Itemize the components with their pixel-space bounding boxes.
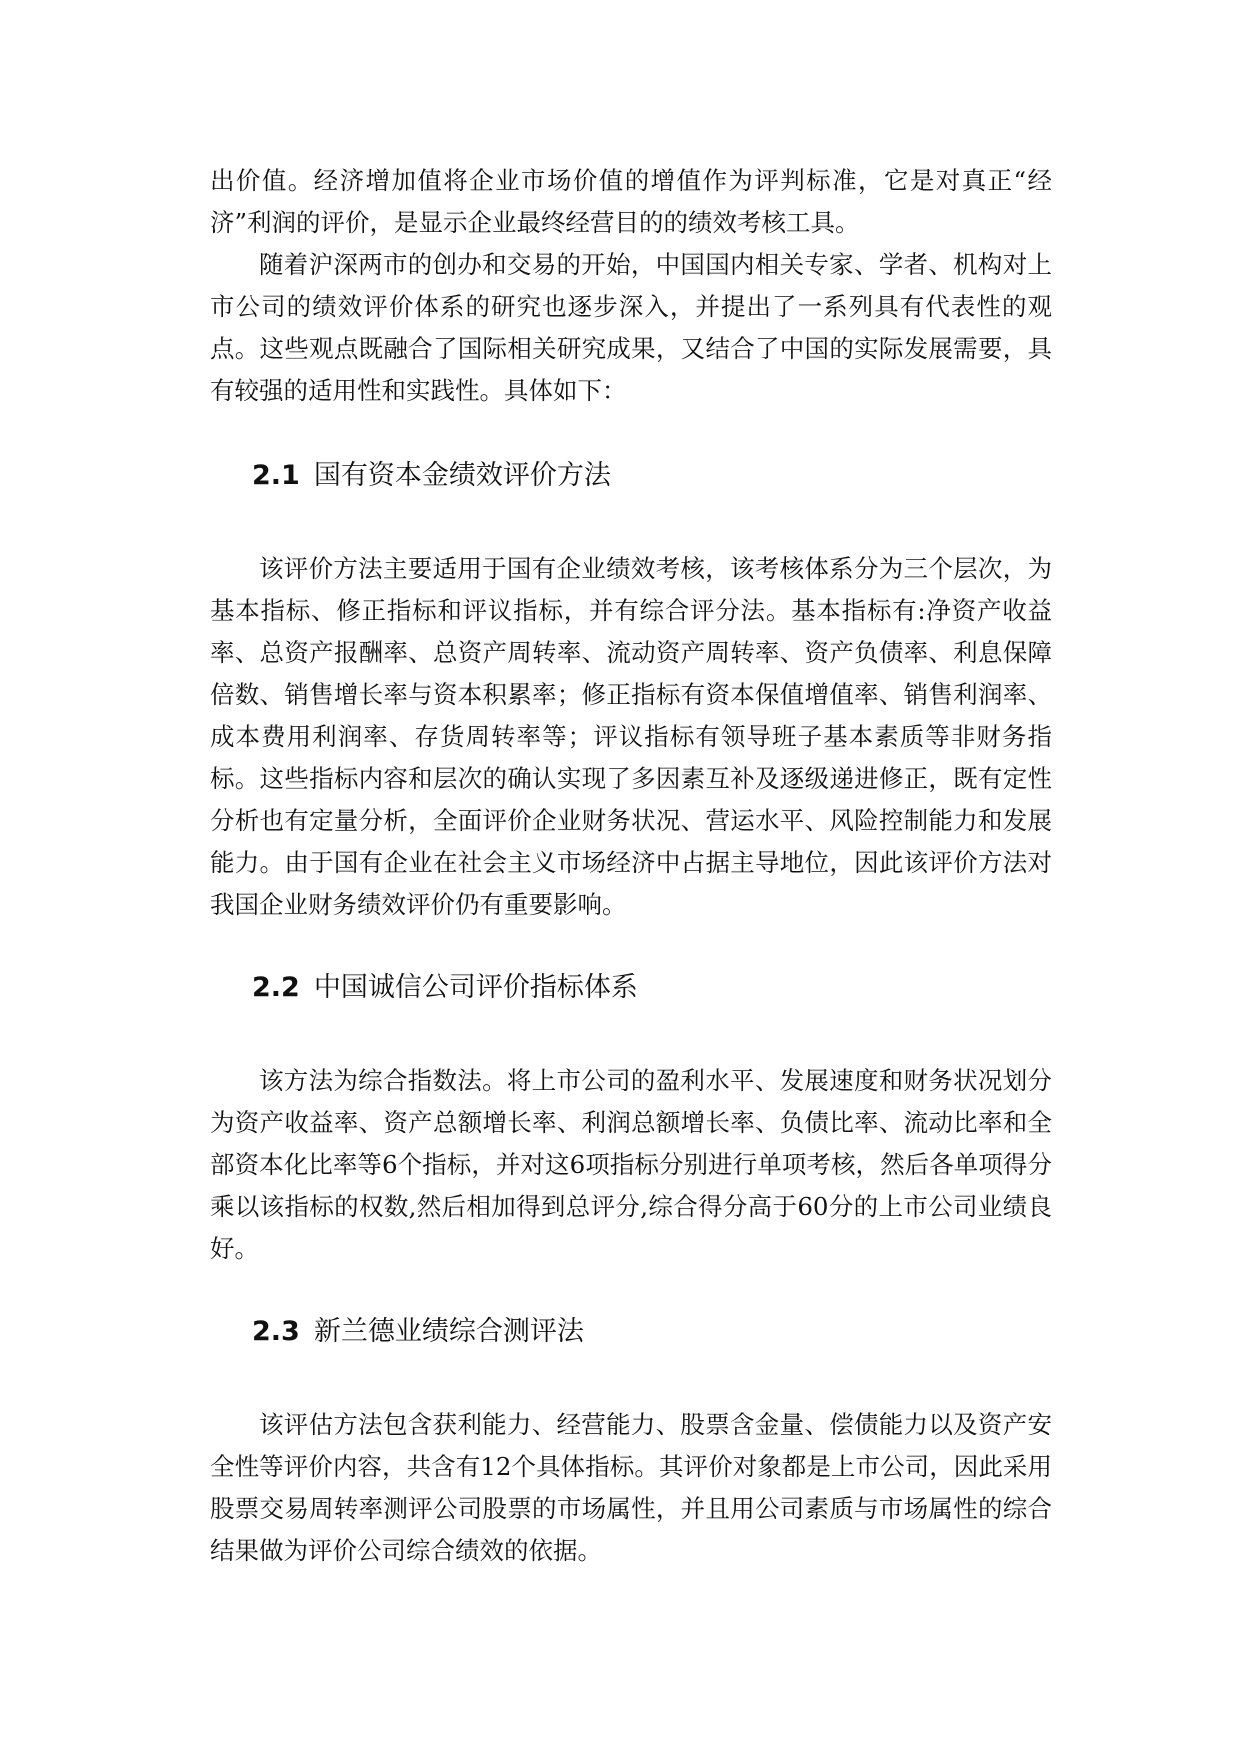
- intro-paragraph-continued: 出价值。经济增加值将企业市场价值的增值作为评判标准，它是对真正“经济”利润的评价，是显示企业最终经营目的的绩效考核工具。: [210, 166, 1052, 237]
- section-number: 2.2: [252, 972, 300, 1003]
- intro-paragraph: 随着沪深两市的创办和交易的开始，中国国内相关专家、学者、机构对上市公司的绩效评价体系的研究也逐步深入，并提出了一系列具有代表性的观点。这些观点既融合了国际相关研究成果，又结合了中国的实际发展需要，具有较强的适用性和实践性。具体如下：: [210, 250, 1052, 405]
- section-heading-2-2: [210, 968, 1052, 1008]
- section-body-2-2: 该方法为综合指数法。将上市公司的盈利水平、发展速度和财务状况划分为资产收益率、资产总额增长率、利润总额增长率、负债比率、流动比率和全部资本化比率等6个指标，并对这6项指标分别进行单项考核，然后各单项得分乘以该指标的权数,然后相加得到总评分,综合得分高于60分的上市公司业绩良好。: [210, 1066, 1052, 1263]
- section-title: 新兰德业绩综合测评法: [313, 1316, 584, 1347]
- document-page: [210, 160, 1052, 1572]
- section-heading-2-1: [210, 456, 1052, 496]
- section-title: 国有资本金绩效评价方法: [313, 460, 611, 491]
- section-title: 中国诚信公司评价指标体系: [313, 972, 638, 1003]
- section-number: 2.3: [252, 1316, 300, 1347]
- intro-section: [210, 160, 1052, 412]
- section-body-2-3: 该评估方法包含获利能力、经营能力、股票含金量、偿债能力以及资产安全性等评价内容，共含有12个具体指标。其评价对象都是上市公司，因此采用股票交易周转率测评公司股票的市场属性，并且用公司素质与市场属性的综合结果做为评价公司综合绩效的依据。: [210, 1410, 1052, 1565]
- section-heading-2-3: [210, 1312, 1052, 1352]
- section-body-2-1: 该评价方法主要适用于国有企业绩效考核，该考核体系分为三个层次，为基本指标、修正指标和评议指标，并有综合评分法。基本指标有:净资产收益率、总资产报酬率、总资产周转率、流动资产周转率、资产负债率、利息保障倍数、销售增长率与资本积累率；修正指标有资本保值增值率、销售利润率、成本费用利润率、存货周转率等；评议指标有领导班子基本素质等非财务指标。这些指标内容和层次的确认实现了多因素互补及逐级递进修正，既有定性分析也有定量分析，全面评价企业财务状况、营运水平、风险控制能力和发展能力。由于国有企业在社会主义市场经济中占据主导地位，因此该评价方法对我国企业财务绩效评价仍有重要影响。: [210, 554, 1052, 919]
- section-number: 2.1: [252, 460, 300, 491]
